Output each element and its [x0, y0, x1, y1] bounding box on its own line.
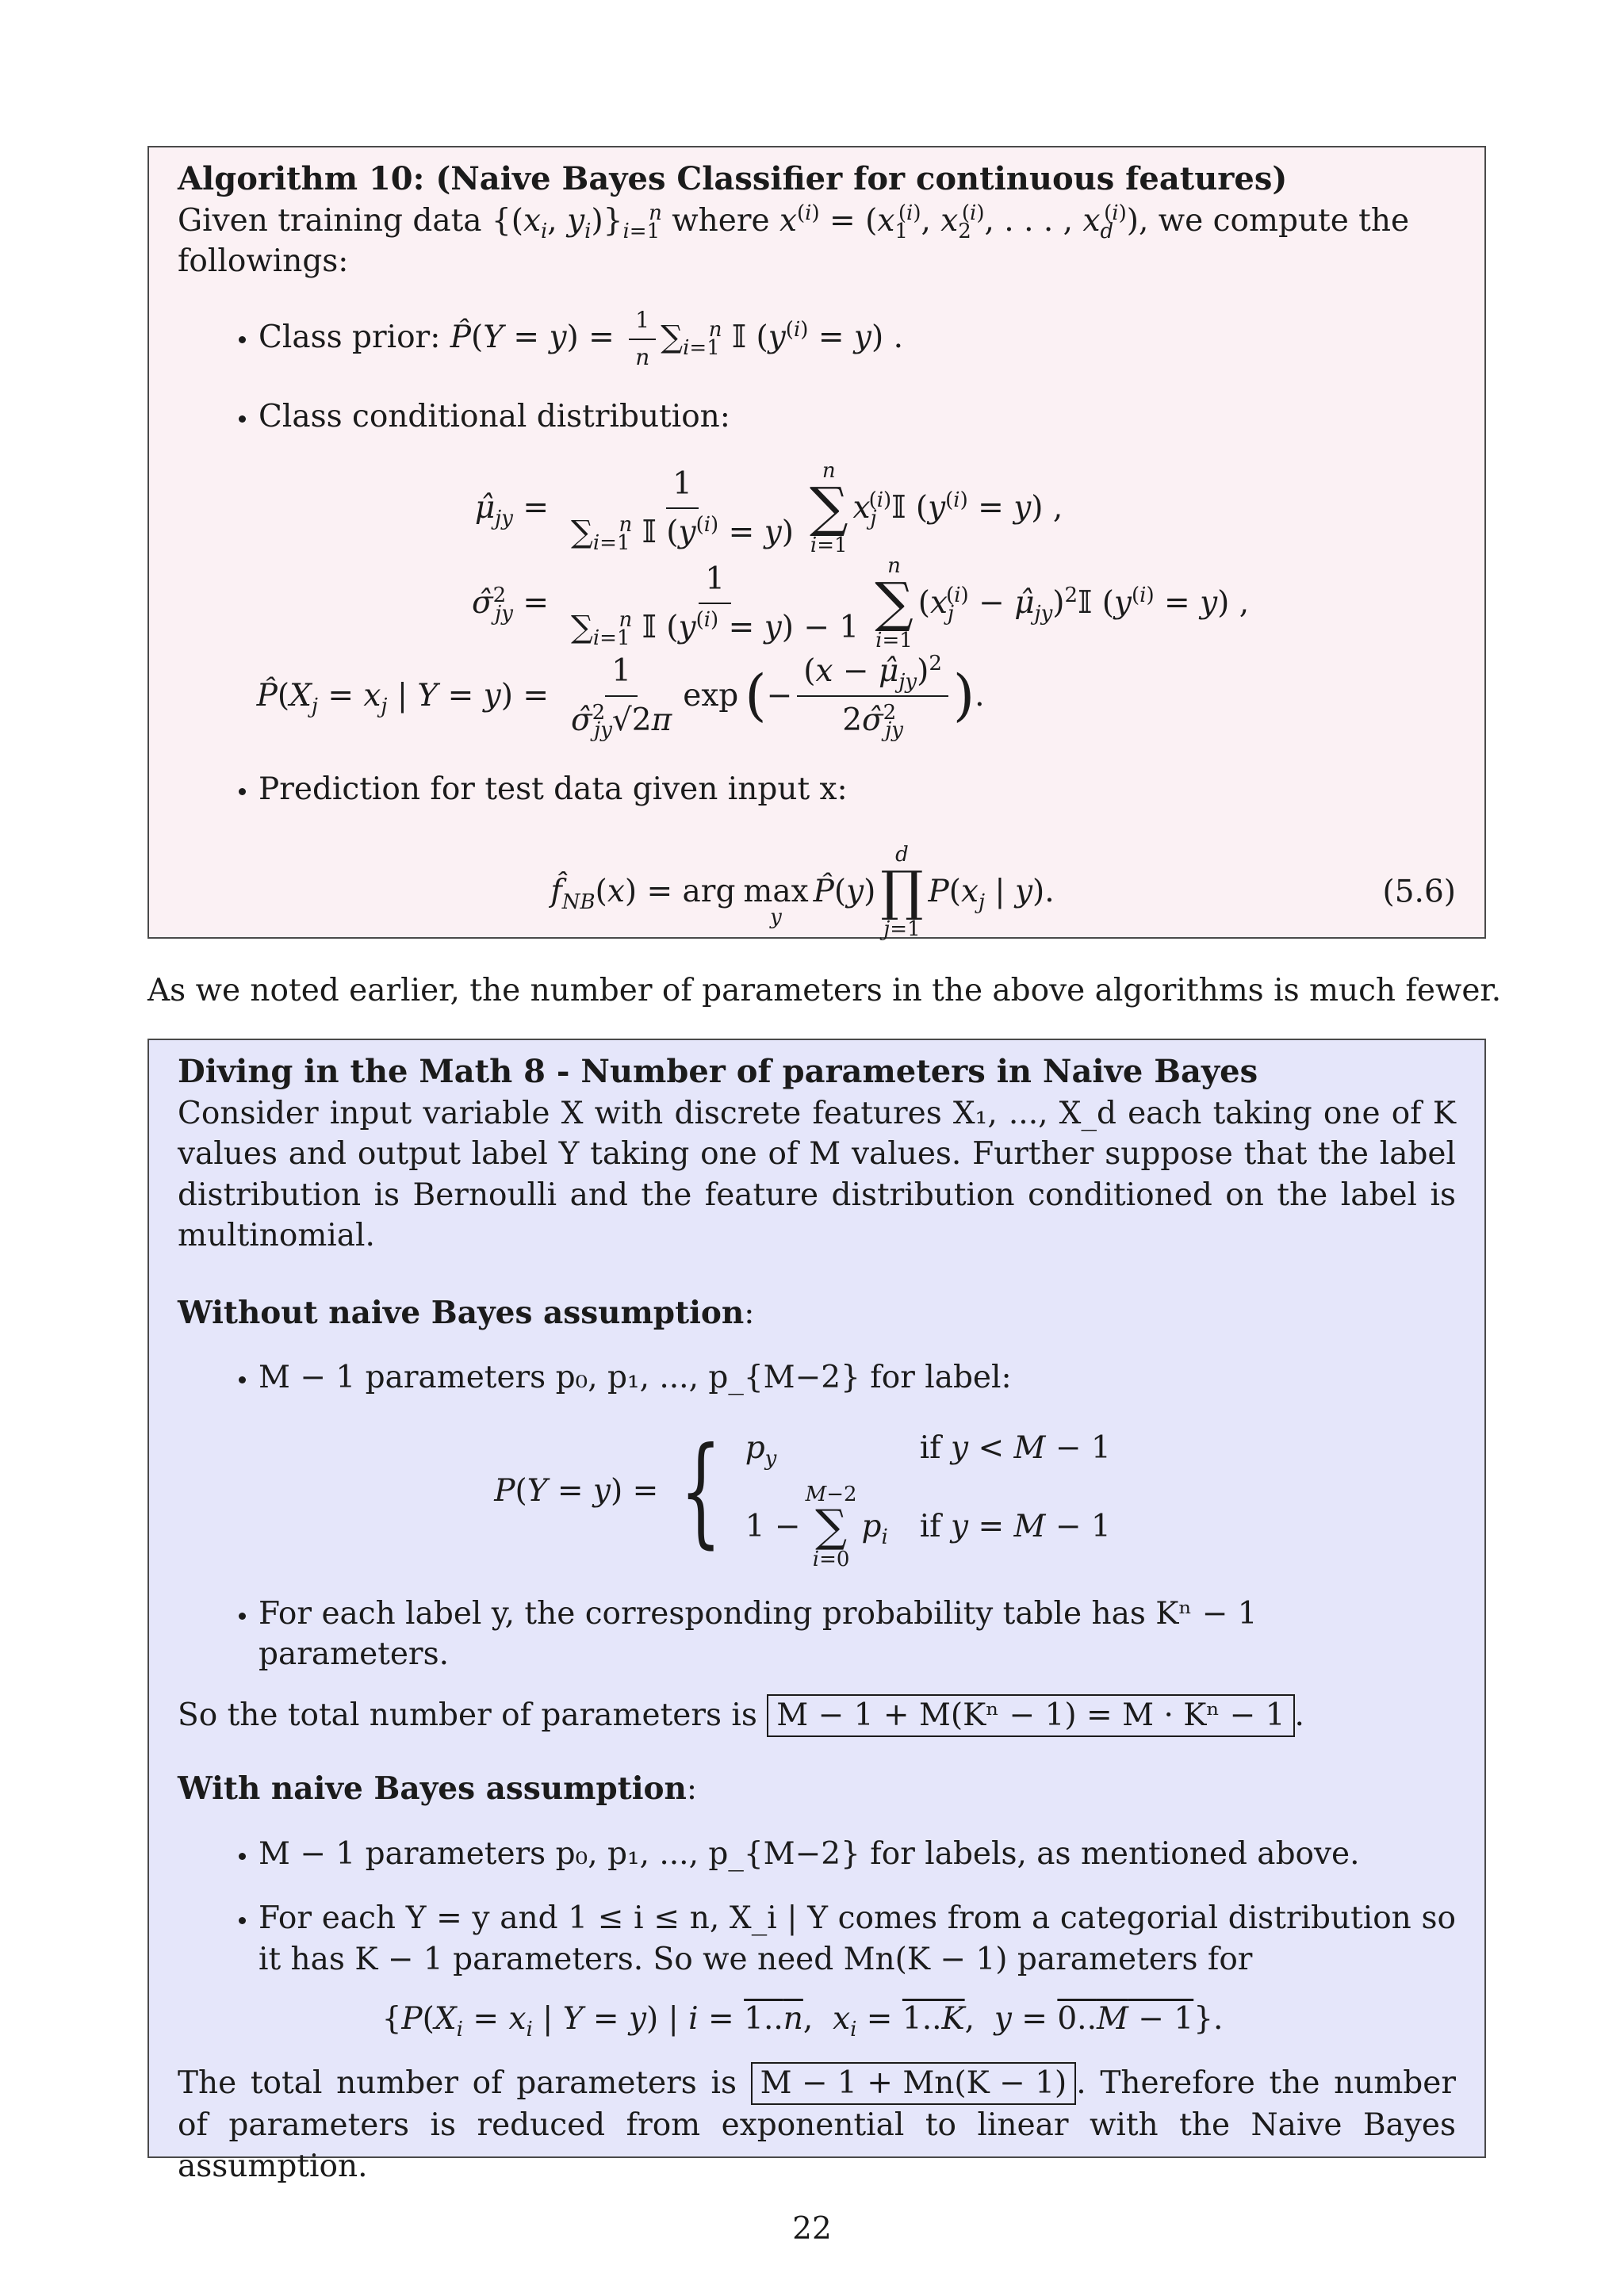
without-total-prefix: So the total number of parameters is	[178, 1697, 757, 1733]
with-total-suffix: . Therefore the number of parameters is reduced from exponential to linear with the Naive Bayes assumption.	[178, 2064, 1456, 2184]
class-conditional-equations	[227, 459, 1456, 743]
without-assumption-list	[178, 1357, 1456, 1674]
with-total-line	[178, 2062, 1456, 2187]
class-prior-item	[259, 306, 1456, 373]
prediction-equation: $f̂_{NB}(x)$ = arg max y P̂(y) d ∏ j=1 $P(x_j$ | y). (5.6)	[550, 842, 1456, 941]
prediction-item	[259, 769, 1456, 951]
class-conditional-label: Class conditional distribution:	[259, 398, 730, 434]
without-bullet-2-text: For each label y, the corresponding probability table has Kⁿ − 1 parameters.	[259, 1595, 1258, 1673]
gaussian-equation: $P̂(X_j = x_j$ | Y = y) = $\frac{1}{\sigmâ^2_{jy}√2\pi}$ exp ( − $\frac{(x - \mû_{jy})^2}{2\sigmâ^2_{jy}}$ ) .	[256, 652, 985, 743]
algorithm-intro: Given training data {($x_i$, $y_i)\}_{i=1}^n$ where $x^{(i)} = (x_1^{(i)}$, $x_2^{(i)}$, . . . , $x_d^{(i)}$), we compute the followings:	[178, 201, 1410, 280]
without-bullet-label-params	[259, 1357, 1456, 1569]
page-number: 22	[792, 2211, 832, 2247]
without-total-line: So the total number of parameters is M − 1 + M(Kⁿ − 1) = M · Kⁿ − 1 .	[178, 1694, 1456, 1738]
without-bullet-1-text: M − 1 parameters p₀, p₁, ..., p_{M−2} for label:	[259, 1360, 1012, 1396]
with-total-formula: M − 1 + Mn(K − 1)	[751, 2062, 1077, 2106]
math-box	[147, 1039, 1486, 2184]
without-total-formula: M − 1 + M(Kⁿ − 1) = M · Kⁿ − 1	[767, 1694, 1294, 1738]
algorithm-title: Algorithm 10: (Naive Bayes Classifier for continuous features)	[178, 160, 1288, 197]
with-bullet-2-text: For each Y = y and 1 ≤ i ≤ n, X_i | Y comes from a categorial distribution so it has K − 1 parameters. So we need Mn(K − 1) parameters for	[259, 1900, 1456, 1977]
with-assumption-list	[178, 1834, 1456, 2040]
parameter-set-formula: {$P(X_i = x_i$ | Y = y) | i = 1..n, $x_i = 1..K$, y = 0..M − 1}.	[381, 2001, 1224, 2042]
prediction-label: Prediction for test data given input x:	[259, 771, 848, 808]
mean-equation: $\mû_{jy}$ = $\frac{1}{\sum_{i=1}^n 𝕀 (y^{(i)} = y)}$ n ∑ i=1 $x_j^{(i)}𝕀$ $(y^{(i)} = y)$ ,	[474, 459, 1063, 558]
with-bullet-label-params	[259, 1834, 1456, 1874]
transition-text: As we noted earlier, the number of parameters in the above algorithms is much fewer.	[147, 973, 1502, 1008]
math-box-title: Diving in the Math 8 - Number of parameters in Naive Bayes	[178, 1053, 1258, 1090]
without-bullet-table-params	[259, 1594, 1456, 1675]
with-bullet-1-text: M − 1 parameters p₀, p₁, ..., p_{M−2} for labels, as mentioned above.	[259, 1835, 1360, 1872]
label-distribution-equation: P(Y = y) = { $p_y$ if y < M − 1 1 − M−2 ∑ i=0 $p_i$ if y = M − 1	[494, 1422, 1111, 1571]
class-prior-label: Class prior:	[259, 319, 441, 355]
math-box-intro: Consider input variable X with discrete features X₁, ..., X_d each taking one of K values and output label Y taking one of M values. Further suppose that the label distribution is Bernoulli and the feature distribution conditioned on the label is multinomial.	[178, 1095, 1456, 1254]
class-conditional-item	[256, 396, 1456, 743]
class-prior-formula: P̂(Y = y) = $\frac{1}{n}$ $\sum_{i=1}^n$ 𝕀 $(y^{(i)} = y)$ .	[450, 306, 903, 370]
without-assumption-heading: Without naive Bayes assumption:	[178, 1294, 755, 1331]
variance-equation: σ̂$^2_{jy}$ = $\frac{1}{\sum_{i=1}^n 𝕀 (y^{(i)} = y) - 1}$ n ∑ i=1 ($x_j^{(i)}$ − $\mû_{jy})^2𝕀$ $(y^{(i)} = y)$ ,	[472, 554, 1250, 653]
with-bullet-categorical	[259, 1898, 1456, 2042]
equation-number: (5.6)	[1382, 873, 1456, 909]
with-assumption-heading: With naive Bayes assumption:	[178, 1770, 698, 1808]
algorithm-steps	[178, 306, 1456, 951]
algorithm-box	[147, 146, 1486, 939]
with-total-prefix: The total number of parameters is	[178, 2064, 737, 2101]
